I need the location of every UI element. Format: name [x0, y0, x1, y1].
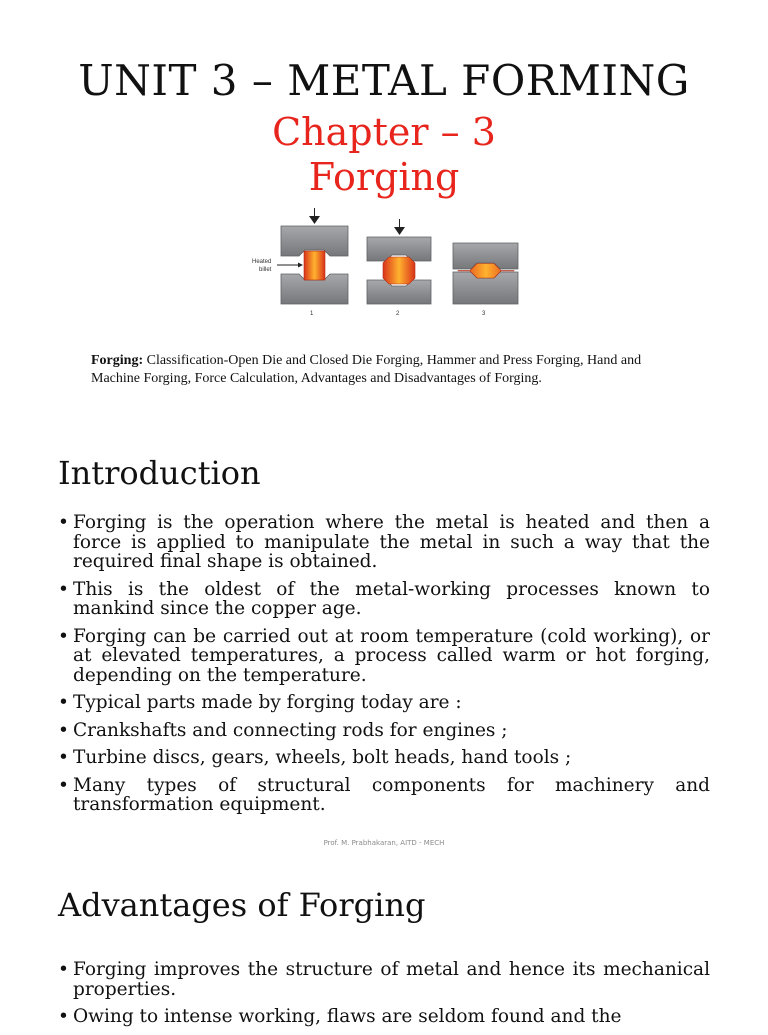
step-number-3: 3	[482, 311, 486, 317]
introduction-heading: Introduction	[58, 454, 261, 492]
advantages-heading: Advantages of Forging	[58, 886, 426, 924]
slide-title: UNIT 3 – METAL FORMING	[78, 56, 690, 105]
step-number-1: 1	[310, 311, 314, 317]
forging-step-1	[252, 208, 348, 304]
billet-label-line2: billet	[259, 267, 272, 273]
list-item: • Forging is the operation where the metal is heated and then a force is applied to manipulate the metal in such a way that the required final shape is obtained.	[58, 513, 710, 572]
step-number-2: 2	[396, 311, 400, 317]
forging-step-2	[367, 219, 431, 304]
introduction-bullet-list	[58, 513, 710, 823]
syllabus-label: Forging:	[91, 353, 144, 368]
list-item: • Many types of structural components for machinery and transformation equipment.	[58, 776, 710, 815]
list-item: • Typical parts made by forging today are :	[58, 693, 710, 713]
chapter-label: Chapter – 3	[272, 110, 496, 154]
list-item: • Forging improves the structure of metal and hence its mechanical properties.	[58, 960, 710, 999]
list-item: • Forging can be carried out at room temperature (cold working), or at elevated temperatures, a process called warm or hot forging, depending on the temperature.	[58, 627, 710, 686]
list-item: • Turbine discs, gears, wheels, bolt heads, hand tools ;	[58, 748, 710, 768]
slide-footer: Prof. M. Prabhakaran, AITD - MECH	[323, 839, 445, 847]
syllabus-body: Classification-Open Die and Closed Die Forging, Hammer and Press Forging, Hand and Machine Forging, Force Calculation, Advantages and Disadvantages of Forging.	[91, 353, 642, 386]
forging-step-3	[453, 243, 518, 304]
list-item: • Owing to intense working, flaws are seldom found and the	[58, 1007, 710, 1027]
list-item: • This is the oldest of the metal-working processes known to mankind since the copper age.	[58, 580, 710, 619]
syllabus-text	[91, 352, 691, 388]
billet-label-line1: Heated	[252, 259, 272, 265]
forging-steps-figure	[248, 206, 524, 318]
advantages-bullet-list	[58, 960, 710, 1035]
list-item: • Crankshafts and connecting rods for engines ;	[58, 721, 710, 741]
chapter-subtitle: Forging	[308, 155, 460, 199]
